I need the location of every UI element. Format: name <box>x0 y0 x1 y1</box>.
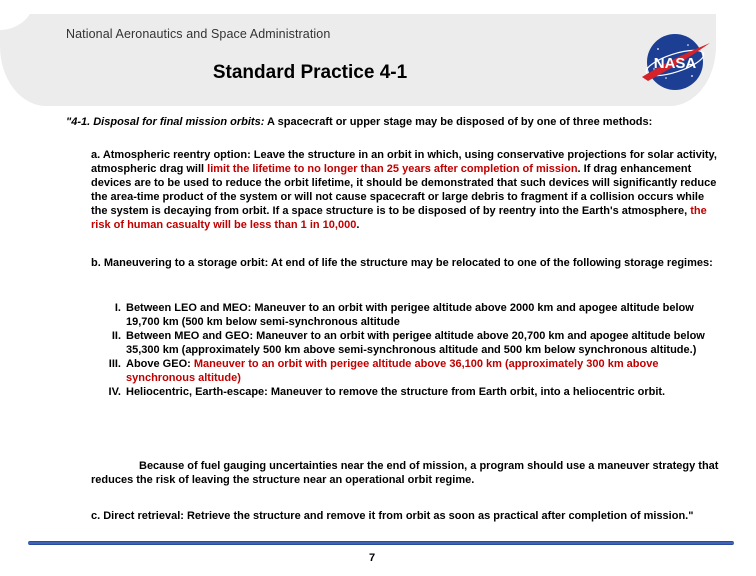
option-c-paragraph: c. Direct retrieval: Retrieve the structure and remove it from orbit as soon as practical after completion of mission." <box>91 510 694 522</box>
list-item-text: Heliocentric, Earth-escape: Maneuver to remove the structure from Earth orbit, into a heliocentric orbit. <box>126 386 666 398</box>
list-item-number: I. <box>114 302 121 314</box>
intro-text: A spacecraft or upper stage may be disposed of by one of three methods: <box>264 116 653 128</box>
logo-text: NASA <box>653 55 697 72</box>
list-item-number: III. <box>108 358 121 370</box>
option-b-paragraph: b. Maneuvering to a storage orbit: At end of life the structure may be relocated to one of the following storage regimes: <box>91 257 713 269</box>
list-item-body <box>126 385 721 399</box>
list-item-body <box>126 357 721 385</box>
option-a-text-3: . <box>356 219 360 231</box>
list-item-number: II. <box>111 330 121 342</box>
list-item-text: Between LEO and MEO: Maneuver to an orbit with perigee altitude above 2000 km and apogee altitude below 19,700 km (500 km below semi-synchronous altitude <box>126 302 694 328</box>
fuel-note-paragraph: Because of fuel gauging uncertainties near the end of mission, a program should use a maneuver strategy that reduces the risk of leaving the structure near an operational orbit regime. <box>91 460 719 486</box>
list-item-number: IV. <box>108 386 121 398</box>
intro-paragraph <box>66 115 726 129</box>
list-item <box>91 329 721 357</box>
list-item-text: Between MEO and GEO: Maneuver to an orbit with perigee altitude above 20,700 km and apogee altitude below 35,300 km (approximately 500 km above semi-synchronous altitude and 500 km below synchronous altitude.) <box>126 330 705 356</box>
option-a-highlight-2: the risk of human casualty will be less than 1 in 10,000 <box>91 205 707 231</box>
list-item-text: Above GEO: <box>126 358 194 370</box>
option-a-text-1: a. Atmospheric reentry option: Leave the structure in an orbit in which, using conservative projections for solar activity, atmospheric drag will <box>91 149 717 175</box>
list-item <box>91 301 721 329</box>
list-item-body <box>126 329 721 357</box>
option-a-text-2: . If drag enhancement devices are to be used to reduce the orbit lifetime, it should be demonstrated that such devices will significantly reduce the area-time product of the system or will not cause spacecraft or large debris to fragment if a collision occurs while the system is decaying from orbit. If a space structure is to be disposed of by reentry into the Earth's atmosphere, <box>91 163 717 217</box>
slide-title: Standard Practice 4-1 <box>212 62 408 83</box>
option-a-paragraph <box>91 148 721 232</box>
agency-name: National Aeronautics and Space Administration <box>66 27 331 41</box>
list-item-highlight: Maneuver to an orbit with perigee altitude above 36,100 km (approximately 300 km above synchronous altitude) <box>126 358 659 384</box>
list-item-body <box>126 301 721 329</box>
intro-lead: "4-1. Disposal for final mission orbits: <box>66 116 265 128</box>
list-item <box>91 385 721 399</box>
option-a-highlight-1: limit the lifetime to no longer than 25 years after completion of mission <box>207 163 578 175</box>
storage-regimes-list <box>91 301 721 399</box>
page-number: 7 <box>368 552 376 564</box>
footer-divider <box>28 541 734 545</box>
list-item <box>91 357 721 385</box>
